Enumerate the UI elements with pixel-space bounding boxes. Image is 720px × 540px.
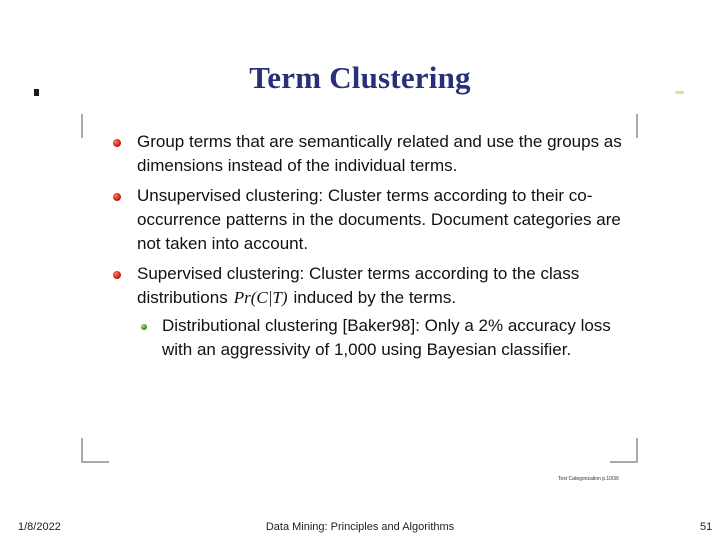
- footer-page-number: 51: [700, 521, 713, 533]
- footer-date: 1/8/2022: [18, 521, 61, 533]
- bullet-icon: [113, 271, 121, 279]
- embedded-slide-reference: Text Categorization p.10/36: [558, 476, 619, 482]
- probability-formula: Pr(C|T): [233, 288, 288, 307]
- bullet-item: [110, 184, 630, 256]
- corner-mark-right: [675, 91, 684, 94]
- slide-title: Term Clustering: [249, 60, 471, 95]
- sub-bullet-icon: [141, 324, 147, 330]
- footer-course-title: Data Mining: Principles and Algorithms: [265, 521, 455, 533]
- crop-mark-bottom-right-h: [610, 461, 638, 463]
- bullet-item: [110, 130, 630, 178]
- bullet-text-before: Supervised clustering: Cluster terms according to the class distributions: [137, 264, 580, 307]
- slide-content: [110, 130, 630, 362]
- sub-bullet-text: Distributional clustering [Baker98]: Only a 2% accuracy loss with an aggressivity of 1,000 using Bayesian classifier.: [162, 316, 611, 359]
- crop-mark-bottom-right-v: [636, 438, 638, 462]
- bullet-text-after: induced by the terms.: [293, 288, 457, 307]
- bullet-text: Group terms that are semantically related and use the groups as dimensions instead of the individual terms.: [137, 132, 622, 175]
- bullet-text: [137, 262, 630, 310]
- bullet-icon: [113, 193, 121, 201]
- crop-mark-bottom-left-v: [81, 438, 83, 462]
- bullet-icon: [113, 139, 121, 147]
- sub-bullet-item: [110, 314, 630, 362]
- corner-mark-left: [34, 89, 39, 96]
- bullet-item: [110, 262, 630, 310]
- bullet-text: Unsupervised clustering: Cluster terms according to their co-occurrence patterns in the documents. Document categories are not taken into account.: [137, 186, 621, 253]
- crop-mark-top-right: [636, 114, 638, 138]
- crop-mark-top-left: [81, 114, 83, 138]
- crop-mark-bottom-left-h: [81, 461, 109, 463]
